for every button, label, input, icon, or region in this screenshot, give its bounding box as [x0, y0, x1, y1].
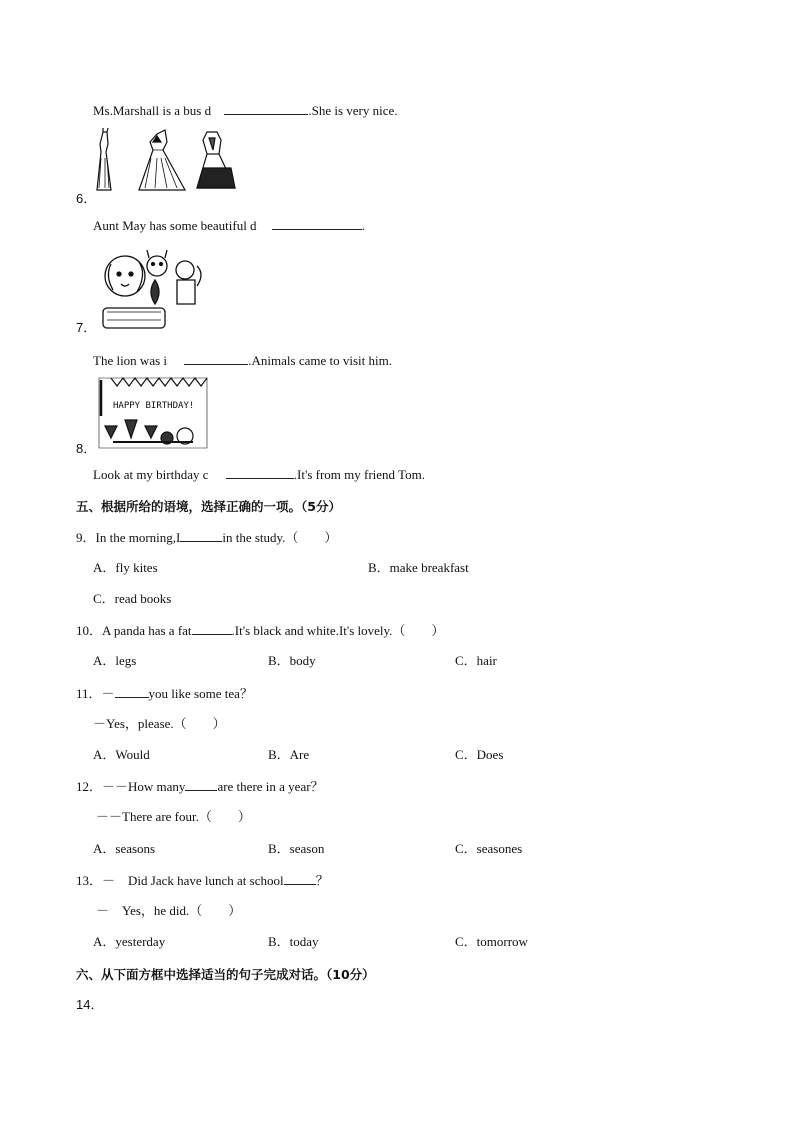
answer-blank[interactable] [284, 872, 316, 885]
dialogue-reply: －Yes，please.（ ） [93, 716, 226, 731]
section-6-heading: 六、从下面方框中选择适当的句子完成对话。（10分） [76, 967, 375, 982]
option-a[interactable]: A．seasons [93, 841, 156, 856]
card-banner-text: HAPPY BIRTHDAY! [113, 401, 195, 411]
answer-blank[interactable] [224, 102, 308, 115]
fill-in-sentence-5: Ms.Marshall is a bus d .She is very nice. [93, 103, 398, 118]
option-b[interactable]: B．body [268, 653, 316, 668]
option-c[interactable]: C．tomorrow [455, 934, 528, 949]
option-b[interactable]: B．season [268, 841, 325, 856]
lion-animals-picture [97, 246, 207, 332]
question-number-14: 14． [76, 997, 104, 1012]
question-number-8: 8． [76, 441, 97, 456]
question-12: 12．－－How many are there in a year？ [76, 779, 324, 794]
section-5-heading: 五、根据所给的语境，选择正确的一项。（5分） [76, 499, 341, 514]
fill-in-sentence-8: Look at my birthday c .It's from my friend Tom. [93, 467, 425, 482]
answer-blank[interactable] [192, 622, 232, 635]
option-b[interactable]: B．Are [268, 747, 310, 762]
question-number-7: 7． [76, 320, 97, 335]
answer-blank[interactable] [185, 778, 217, 791]
dialogue-reply: －－There are four.（ ） [96, 809, 251, 824]
question-number-6: 6． [76, 191, 97, 206]
question-11: 11．－ you like some tea？ [76, 686, 253, 701]
answer-blank[interactable] [115, 685, 149, 698]
fill-in-sentence-7: The lion was i .Animals came to visit him. [93, 353, 392, 368]
dresses-picture [95, 128, 240, 196]
question-10: 10．A panda has a fat .It's black and white.It's lovely.（ ） [76, 623, 445, 638]
birthday-card-picture [97, 376, 209, 450]
option-c[interactable]: C．hair [455, 653, 497, 668]
fill-in-sentence-6: Aunt May has some beautiful d . [93, 218, 366, 233]
option-c[interactable]: C．seasones [455, 841, 523, 856]
option-b[interactable]: B．today [268, 934, 319, 949]
answer-blank[interactable] [272, 217, 362, 230]
answer-blank[interactable] [226, 466, 294, 479]
option-a[interactable]: A．fly kites [93, 560, 158, 575]
dialogue-reply: － Yes，he did.（ ） [96, 903, 242, 918]
option-a[interactable]: A．Would [93, 747, 150, 762]
option-c[interactable]: C．Does [455, 747, 504, 762]
option-c[interactable]: C．read books [93, 591, 172, 606]
option-b[interactable]: B．make breakfast [368, 560, 469, 575]
question-13: 13．－ Did Jack have lunch at school ？ [76, 873, 329, 888]
question-9: 9．In the morning,I in the study.（ ） [76, 530, 338, 545]
answer-blank[interactable] [184, 352, 248, 365]
option-a[interactable]: A．legs [93, 653, 137, 668]
answer-blank[interactable] [180, 529, 222, 542]
option-a[interactable]: A．yesterday [93, 934, 166, 949]
